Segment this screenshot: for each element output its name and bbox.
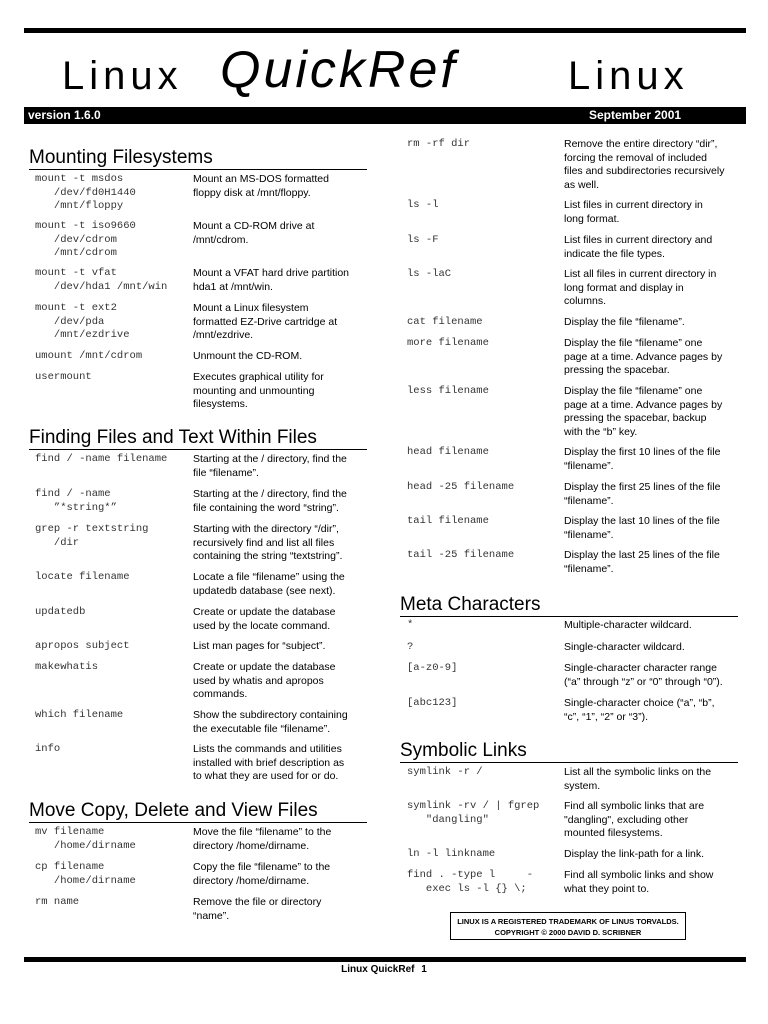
footer-label: Linux QuickRef <box>341 964 415 975</box>
command-text: apropos subject <box>35 640 130 652</box>
section-mounting-filesystems <box>29 147 367 170</box>
command-text: mount -t msdos /dev/fd0H1440 /mnt/floppy <box>35 173 136 212</box>
page-title <box>24 40 746 106</box>
description-text: Executes graphical utility for mounting and unmounting filesystems. <box>193 371 324 410</box>
description-text: List files in current directory and indicate the file types. <box>564 234 713 260</box>
command-text: more filename <box>407 337 489 349</box>
description-text: Single-character wildcard. <box>564 641 685 653</box>
bottom-rule <box>24 957 746 962</box>
command-text: usermount <box>35 371 92 383</box>
command-text: rm -rf dir <box>407 138 471 150</box>
description-text: List man pages for “subject”. <box>193 640 326 652</box>
command-text: which filename <box>35 709 124 721</box>
description-text: Mount a CD-ROM drive at /mnt/cdrom. <box>193 220 315 246</box>
trademark-notice <box>450 912 686 940</box>
command-text: updatedb <box>35 606 86 618</box>
command-text: find . -type l - exec ls -l {} \; <box>407 869 534 895</box>
command-text: rm name <box>35 896 80 908</box>
description-text: Starting at the / directory, find the file containing the word “string”. <box>193 488 347 514</box>
section-title: Move Copy, Delete and View Files <box>29 800 367 823</box>
description-text: Mount an MS-DOS formatted floppy disk at /mnt/floppy. <box>193 173 329 199</box>
description-text: Single-character character range (“a” through “z” or “0” through “0”). <box>564 662 723 688</box>
top-rule <box>24 28 746 33</box>
description-text: Display the file “filename” one page at a time. Advance pages by pressing the spacebar, backup with the “b” key. <box>564 385 723 438</box>
command-text: makewhatis <box>35 661 99 673</box>
command-text: symlink -rv / | fgrep "dangling" <box>407 800 540 826</box>
description-text: Lists the commands and utilities installed with brief description as to what they are used for or do. <box>193 743 345 782</box>
description-text: Display the file “filename”. <box>564 316 685 328</box>
version-bar <box>24 107 746 124</box>
command-text: mount -t vfat /dev/hda1 /mnt/win <box>35 267 168 293</box>
section-title: Finding Files and Text Within Files <box>29 427 367 450</box>
description-text: Create or update the database used by whatis and apropos commands. <box>193 661 336 700</box>
command-text: head filename <box>407 446 489 458</box>
description-text: Show the subdirectory containing the executable file “filename”. <box>193 709 348 735</box>
command-text: [abc123] <box>407 697 458 709</box>
section-finding-files <box>29 427 367 450</box>
command-text: * <box>407 619 414 631</box>
command-text: ? <box>407 641 414 653</box>
title-right: Linux <box>568 54 689 98</box>
section-symbolic-links <box>400 740 738 763</box>
section-title: Meta Characters <box>400 594 738 617</box>
command-text: tail -25 filename <box>407 549 515 561</box>
description-text: Display the first 25 lines of the file “filename”. <box>564 481 721 507</box>
command-text: ls -l <box>407 199 439 211</box>
section-title: Symbolic Links <box>400 740 738 763</box>
description-text: Mount a Linux filesystem formatted EZ-Drive cartridge at /mnt/ezdrive. <box>193 302 338 341</box>
command-text: [a-z0-9] <box>407 662 458 674</box>
copyright-line: COPYRIGHT © 2000 DAVID D. SCRIBNER <box>494 928 642 937</box>
command-text: head -25 filename <box>407 481 515 493</box>
page-number: 1 <box>421 964 427 975</box>
description-text: Create or update the database used by the locate command. <box>193 606 336 632</box>
command-text: info <box>35 743 61 755</box>
command-text: ls -F <box>407 234 439 246</box>
description-text: Mount a VFAT hard drive partition hda1 at /mnt/win. <box>193 267 350 293</box>
description-text: Display the last 25 lines of the file “filename”. <box>564 549 720 575</box>
description-text: List files in current directory in long format. <box>564 199 703 225</box>
trademark-line: LINUX IS A REGISTERED TRADEMARK OF LINUS TORVALDS. <box>457 917 679 926</box>
command-text: ln -l linkname <box>407 848 496 860</box>
section-title: Mounting Filesystems <box>29 147 367 170</box>
description-text: Remove the file or directory “name”. <box>193 896 322 922</box>
description-text: Single-character choice (“a”, “b”, “c”, “1”, “2” or “3”). <box>564 697 715 723</box>
description-text: Display the last 10 lines of the file “filename”. <box>564 515 720 541</box>
command-text: symlink -r / <box>407 766 483 778</box>
command-text: locate filename <box>35 571 130 583</box>
command-text: mount -t ext2 /dev/pda /mnt/ezdrive <box>35 302 130 341</box>
command-text: mv filename /home/dirname <box>35 826 136 852</box>
section-move-copy-delete-view <box>29 800 367 823</box>
title-center: QuickRef <box>220 41 458 99</box>
command-text: mount -t iso9660 /dev/cdrom /mnt/cdrom <box>35 220 136 259</box>
description-text: Move the file “filename” to the directory /home/dirname. <box>193 826 332 852</box>
description-text: Display the link-path for a link. <box>564 848 705 860</box>
description-text: List all the symbolic links on the system. <box>564 766 712 792</box>
description-text: Remove the entire directory “dir”, forcing the removal of included files and subdirectories recursively as well. <box>564 138 725 191</box>
command-text: cp filename /home/dirname <box>35 861 136 887</box>
command-text: cat filename <box>407 316 483 328</box>
description-text: Starting with the directory “/dir”, recursively find and list all files containing the string “textstring”. <box>193 523 343 562</box>
description-text: Find all symbolic links that are "dangling", excluding other mounted filesystems. <box>564 800 705 839</box>
title-left: Linux <box>62 54 183 98</box>
version-label: version 1.6.0 <box>28 108 101 122</box>
command-text: less filename <box>407 385 489 397</box>
description-text: Starting at the / directory, find the file “filename”. <box>193 453 347 479</box>
command-text: find / -name ”*string*” <box>35 488 117 514</box>
command-text: tail filename <box>407 515 489 527</box>
command-text: ls -laC <box>407 268 452 280</box>
command-text: umount /mnt/cdrom <box>35 350 143 362</box>
description-text: Copy the file “filename” to the directory /home/dirname. <box>193 861 331 887</box>
section-meta-characters <box>400 594 738 617</box>
description-text: Display the file “filename” one page at a time. Advance pages by pressing the spacebar. <box>564 337 723 376</box>
description-text: Display the first 10 lines of the file “filename”. <box>564 446 721 472</box>
command-text: find / -name filename <box>35 453 168 465</box>
description-text: Locate a file “filename” using the updatedb database (see next). <box>193 571 345 597</box>
page-footer <box>0 964 768 975</box>
description-text: Multiple-character wildcard. <box>564 619 692 631</box>
description-text: Find all symbolic links and show what they point to. <box>564 869 714 895</box>
description-text: Unmount the CD-ROM. <box>193 350 303 362</box>
date-label: September 2001 <box>589 108 682 122</box>
description-text: List all files in current directory in long format and display in columns. <box>564 268 717 307</box>
command-text: grep -r textstring /dir <box>35 523 149 549</box>
